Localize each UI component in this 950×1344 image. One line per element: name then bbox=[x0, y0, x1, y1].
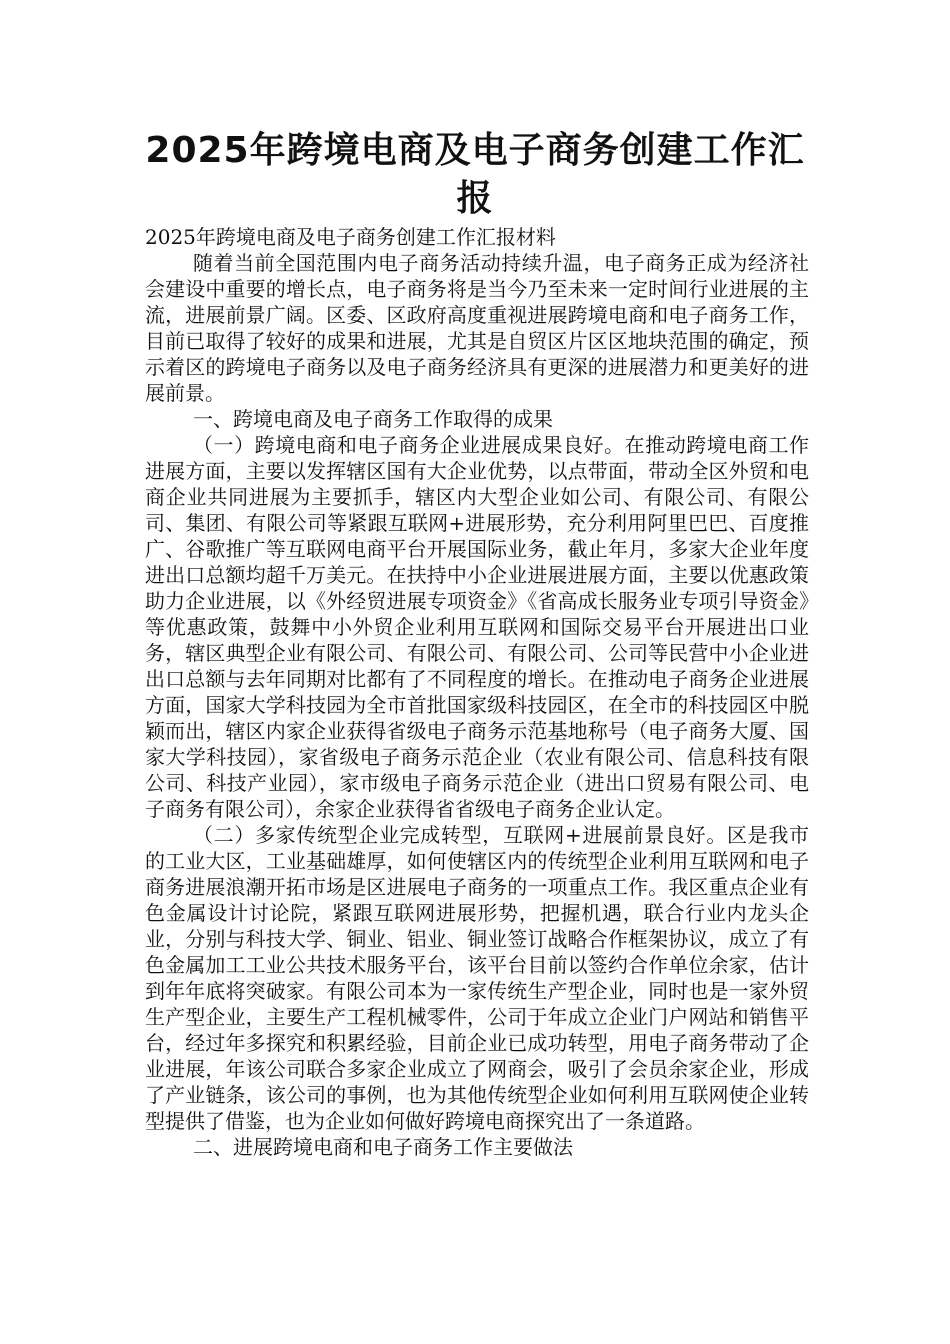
paragraph-intro: 随着当前全国范围内电子商务活动持续升温，电子商务正成为经济社会建设中重要的增长点，电子商务将是当今乃至未来一定时间行业进展的主流，进展前景广阔。区委、区政府高度重视进展跨境电商和电子商务工作，目前已取得了较好的成果和进展，尤其是自贸区片区区地块范围的确定，预示着区的跨境电子商务以及电子商务经济具有更深的进展潜力和更美好的进展前景。 bbox=[145, 251, 809, 405]
document-title: 2025年跨境电商及电子商务创建工作汇报 bbox=[145, 130, 805, 219]
paragraph-achievements-1: （一）跨境电商和电子商务企业进展成果良好。在推动跨境电商工作进展方面，主要以发挥辖区国有大企业优势，以点带面，带动全区外贸和电商企业共同进展为主要抓手，辖区内大型企业如公司、有限公司、有限公司、集团、有限公司等紧跟互联网+进展形势，充分利用阿里巴巴、百度推广、谷歌推广等互联网电商平台开展国际业务，截止年月，多家大企业年度进出口总额均超千万美元。在扶持中小企业进展进展方面，主要以优惠政策助力企业进展，以《外经贸进展专项资金》《省高成长服务业专项引导资金》等优惠政策，鼓舞中小外贸企业利用互联网和国际交易平台开展进出口业务，辖区典型企业有限公司、有限公司、有限公司、公司等民营中小企业进出口总额与去年同期对比都有了不同程度的增长。在推动电子商务企业进展方面，国家大学科技园为全市首批国家级科技园区，在全市的科技园区中脱颖而出，辖区内家企业获得省级电子商务示范基地称号（电子商务大厦、国家大学科技园），家省级电子商务示范企业（农业有限公司、信息科技有限公司、科技产业园），家市级电子商务示范企业（进出口贸易有限公司、电子商务有限公司），余家企业获得省省级电子商务企业认定。 bbox=[145, 433, 809, 821]
document-subtitle: 2025年跨境电商及电子商务创建工作汇报材料 bbox=[145, 225, 556, 249]
section-heading-1: 一、跨境电商及电子商务工作取得的成果 bbox=[193, 407, 553, 431]
document-body bbox=[145, 224, 809, 1160]
paragraph-achievements-2: （二）多家传统型企业完成转型，互联网+进展前景良好。区是我市的工业大区，工业基础雄厚，如何使辖区内的传统型企业利用互联网和电子商务进展浪潮开拓市场是区进展电子商务的一项重点工作。我区重点企业有色金属设计讨论院，紧跟互联网进展形势，把握机遇，联合行业内龙头企业，分别与科技大学、铜业、铝业、铜业签订战略合作框架协议，成立了有色金属加工工业公共技术服务平台，该平台目前以签约合作单位余家，估计到年年底将突破家。有限公司本为一家传统生产型企业，同时也是一家外贸生产型企业，主要生产工程机械零件，公司于年成立企业门户网站和销售平台，经过年多探究和积累经验，目前企业已成功转型，用电子商务带动了企业进展，年该公司联合多家企业成立了网商会，吸引了会员余家企业，形成了产业链条，该公司的事例，也为其他传统型企业如何利用互联网使企业转型提供了借鉴，也为企业如何做好跨境电商探究出了一条道路。 bbox=[145, 823, 809, 1133]
section-heading-2: 二、进展跨境电商和电子商务工作主要做法 bbox=[193, 1135, 573, 1159]
